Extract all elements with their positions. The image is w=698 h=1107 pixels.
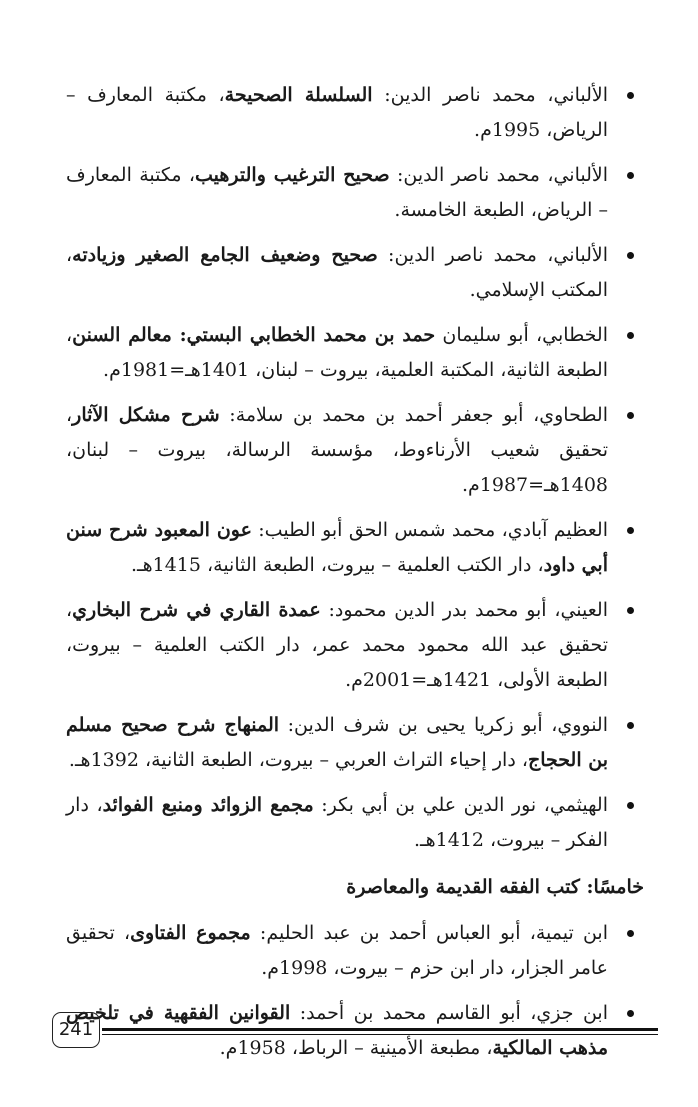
bullet-icon [627,722,634,729]
reference-author: الألباني، محمد ناصر الدين: [377,244,608,266]
reference-entry [66,788,644,858]
reference-author: الهيثمي، نور الدين علي بن أبي بكر: [313,794,608,816]
references-list-a [66,78,644,858]
bullet-icon [627,527,634,534]
reference-author: الألباني، محمد ناصر الدين: [389,164,608,186]
bullet-icon [627,332,634,339]
reference-entry [66,158,644,228]
reference-publication: ، تحقيق عبد الله محمود محمد عمر، دار الكتب العلمية – بيروت، الطبعة الأولى، 1421هـ=2001م. [66,599,608,691]
reference-publication: ، مكتبة المعارف – الرياض، 1995م. [66,84,608,141]
bullet-icon [627,607,634,614]
bullet-icon [627,802,634,809]
page-footer [52,1012,658,1048]
reference-author: الطحاوي، أبو جعفر أحمد بن محمد بن سلامة: [219,404,609,426]
section-heading: خامسًا: كتب الفقه القديمة والمعاصرة [346,876,644,898]
reference-entry [66,78,644,148]
reference-title: صحيح الترغيب والترهيب [195,164,390,186]
reference-author: ابن جزي، أبو القاسم محمد بن أحمد: [290,1002,608,1024]
reference-entry [66,318,644,388]
reference-entry [66,916,644,986]
reference-publication: ، دار إحياء التراث العربي – بيروت، الطبعة الثانية، 1392هـ. [68,749,528,771]
reference-publication: ، تحقيق عامر الجزار، دار ابن حزم – بيروت، 1998م. [66,922,608,979]
reference-entry [66,708,644,778]
reference-title: حمد بن محمد الخطابي البستي: معالم السنن [72,324,436,346]
reference-title: مجموع الفتاوى [130,922,251,944]
reference-author: الخطابي، أبو سليمان [435,324,608,346]
bullet-icon [627,930,634,937]
reference-title: المنهاج شرح صحيح مسلم بن الحجاج [66,714,608,771]
reference-publication: ، الطبعة الثانية، المكتبة العلمية، بيروت – لبنان، 1401هـ=1981م. [66,324,608,381]
footer-rule-thin [102,1034,658,1035]
page-number: 241 [52,1012,100,1048]
reference-author: ابن تيمية، أبو العباس أحمد بن عبد الحليم: [250,922,608,944]
reference-title: عون المعبود شرح سنن أبي داود [66,519,608,576]
reference-author: الألباني، محمد ناصر الدين: [372,84,609,106]
reference-publication: ، دار الفكر – بيروت، 1412هـ. [66,794,608,851]
reference-publication: ، مكتبة المعارف – الرياض، الطبعة الخامسة. [66,164,608,221]
reference-publication: ، المكتب الإسلامي. [66,244,608,301]
reference-publication: ، دار الكتب العلمية – بيروت، الطبعة الثانية، 1415هـ. [130,554,544,576]
footer-rule-thick [102,1028,658,1031]
reference-publication: ، مطبعة الأمينية – الرباط، 1958م. [219,1037,493,1059]
reference-publication: ، تحقيق شعيب الأرناءوط، مؤسسة الرسالة، بيروت – لبنان، 1408هـ=1987م. [66,404,608,496]
bullet-icon [627,252,634,259]
reference-title: شرح مشكل الآثار [72,404,220,426]
reference-author: النووي، أبو زكريا يحيى بن شرف الدين: [279,714,608,736]
reference-title: عمدة القاري في شرح البخاري [72,599,321,621]
reference-entry [66,238,644,308]
reference-title: القوانين الفقهية في تلخيص مذهب المالكية [66,1002,608,1059]
reference-entry [66,593,644,698]
reference-title: السلسلة الصحيحة [224,84,373,106]
reference-title: صحيح وضعيف الجامع الصغير وزيادته [72,244,378,266]
bullet-icon [627,412,634,419]
references-block [66,78,644,1076]
bullet-icon [627,172,634,179]
reference-entry [66,513,644,583]
reference-entry [66,398,644,503]
bullet-icon [627,92,634,99]
reference-title: مجمع الزوائد ومنبع الفوائد [102,794,314,816]
reference-author: العيني، أبو محمد بدر الدين محمود: [320,599,608,621]
reference-author: العظيم آبادي، محمد شمس الحق أبو الطيب: [251,519,608,541]
